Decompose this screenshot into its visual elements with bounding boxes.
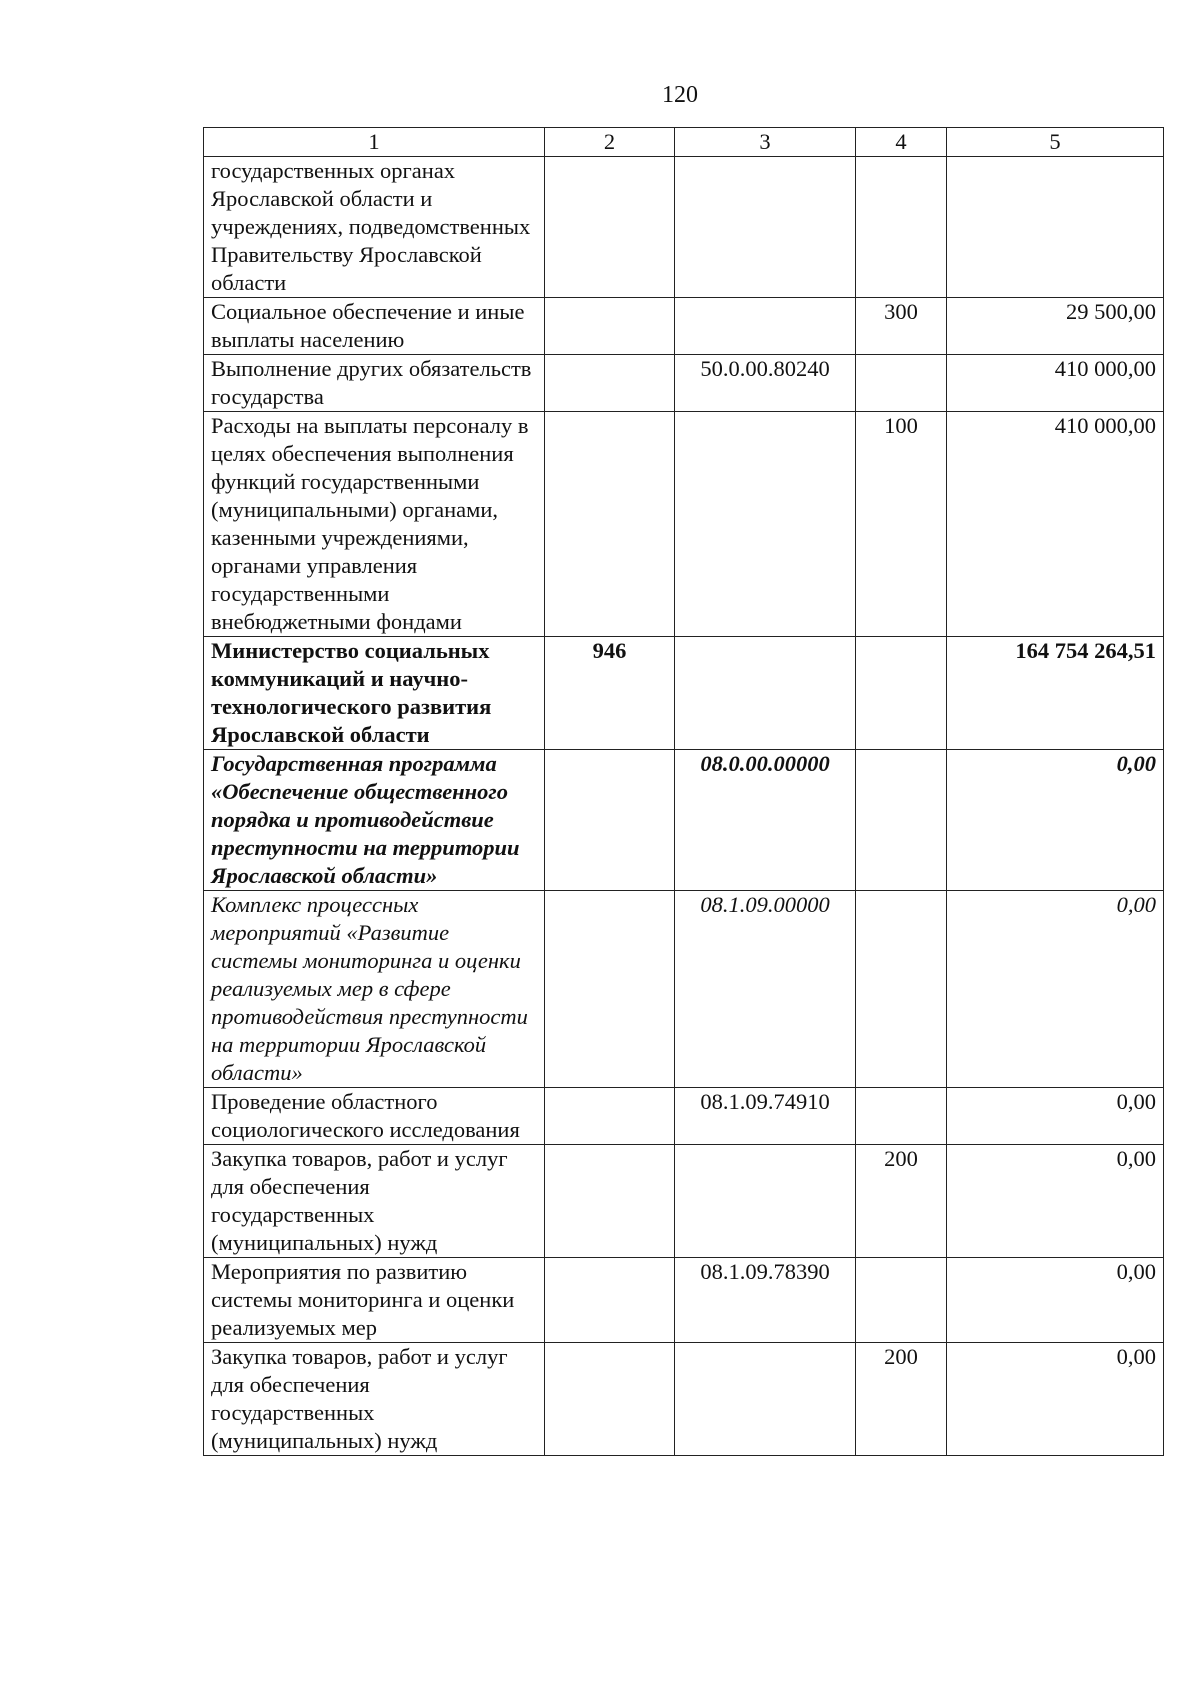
row-target-code-cell (675, 637, 856, 750)
row-ministry-code-cell (545, 355, 675, 412)
table-row (204, 1088, 1164, 1145)
row-name-cell: государственных органах Ярославской области и учреждениях, подведомственных Правительству Ярославской области (204, 157, 545, 298)
row-amount-cell: 0,00 (947, 1145, 1164, 1258)
row-expense-type-cell: 100 (856, 412, 947, 637)
row-name-cell: Социальное обеспечение и иные выплаты населению (204, 298, 545, 355)
row-name-cell: Мероприятия по развитию системы мониторинга и оценки реализуемых мер (204, 1258, 545, 1343)
row-expense-type-cell (856, 355, 947, 412)
row-expense-type-cell (856, 157, 947, 298)
row-expense-type-cell (856, 1258, 947, 1343)
row-ministry-code-cell (545, 412, 675, 637)
row-expense-type-cell (856, 637, 947, 750)
row-ministry-code-cell (545, 157, 675, 298)
row-target-code-cell (675, 412, 856, 637)
row-expense-type-cell: 200 (856, 1145, 947, 1258)
budget-table (203, 127, 1164, 1456)
row-amount-cell: 0,00 (947, 750, 1164, 891)
row-expense-type-cell (856, 891, 947, 1088)
row-target-code-cell (675, 157, 856, 298)
row-name-cell: Государственная программа «Обеспечение общественного порядка и противодействие преступности на территории Ярославской области» (204, 750, 545, 891)
table-row (204, 355, 1164, 412)
row-amount-cell: 164 754 264,51 (947, 637, 1164, 750)
row-ministry-code-cell (545, 1145, 675, 1258)
row-target-code-cell: 08.1.09.74910 (675, 1088, 856, 1145)
row-ministry-code-cell (545, 1088, 675, 1145)
row-ministry-code-cell (545, 298, 675, 355)
row-ministry-code-cell (545, 750, 675, 891)
table-header-row (204, 128, 1164, 157)
row-target-code-cell: 08.1.09.00000 (675, 891, 856, 1088)
row-name-cell: Закупка товаров, работ и услуг для обеспечения государственных (муниципальных) нужд (204, 1343, 545, 1456)
row-target-code-cell: 08.1.09.78390 (675, 1258, 856, 1343)
row-expense-type-cell (856, 1088, 947, 1145)
column-header-2: 2 (545, 128, 675, 157)
table-row (204, 891, 1164, 1088)
table-row (204, 1343, 1164, 1456)
row-ministry-code-cell (545, 891, 675, 1088)
table-row (204, 1145, 1164, 1258)
page-number: 120 (662, 82, 698, 108)
row-target-code-cell (675, 1145, 856, 1258)
row-amount-cell: 0,00 (947, 891, 1164, 1088)
row-name-cell: Проведение областного социологического исследования (204, 1088, 545, 1145)
row-amount-cell (947, 157, 1164, 298)
table-row (204, 637, 1164, 750)
row-name-cell: Закупка товаров, работ и услуг для обеспечения государственных (муниципальных) нужд (204, 1145, 545, 1258)
row-target-code-cell (675, 1343, 856, 1456)
row-expense-type-cell: 200 (856, 1343, 947, 1456)
row-name-cell: Расходы на выплаты персоналу в целях обеспечения выполнения функций государственными (муниципальными) органами, казенными учреждениями, органами управления государственными внебюджетными фондами (204, 412, 545, 637)
table-row (204, 412, 1164, 637)
row-target-code-cell (675, 298, 856, 355)
column-header-1: 1 (204, 128, 545, 157)
row-ministry-code-cell (545, 1343, 675, 1456)
row-target-code-cell: 08.0.00.00000 (675, 750, 856, 891)
column-header-4: 4 (856, 128, 947, 157)
row-ministry-code-cell: 946 (545, 637, 675, 750)
row-expense-type-cell (856, 750, 947, 891)
row-target-code-cell: 50.0.00.80240 (675, 355, 856, 412)
table-row (204, 157, 1164, 298)
row-name-cell: Выполнение других обязательств государства (204, 355, 545, 412)
table-row (204, 750, 1164, 891)
column-header-3: 3 (675, 128, 856, 157)
row-amount-cell: 0,00 (947, 1088, 1164, 1145)
row-ministry-code-cell (545, 1258, 675, 1343)
column-header-5: 5 (947, 128, 1164, 157)
row-amount-cell: 0,00 (947, 1343, 1164, 1456)
row-amount-cell: 410 000,00 (947, 412, 1164, 637)
row-name-cell: Комплекс процессных мероприятий «Развитие системы мониторинга и оценки реализуемых мер в сфере противодействия преступности на территории Ярославской области» (204, 891, 545, 1088)
row-name-cell: Министерство социальных коммуникаций и научно-технологического развития Ярославской области (204, 637, 545, 750)
row-amount-cell: 0,00 (947, 1258, 1164, 1343)
table-row (204, 1258, 1164, 1343)
row-amount-cell: 410 000,00 (947, 355, 1164, 412)
table-row (204, 298, 1164, 355)
row-expense-type-cell: 300 (856, 298, 947, 355)
row-amount-cell: 29 500,00 (947, 298, 1164, 355)
